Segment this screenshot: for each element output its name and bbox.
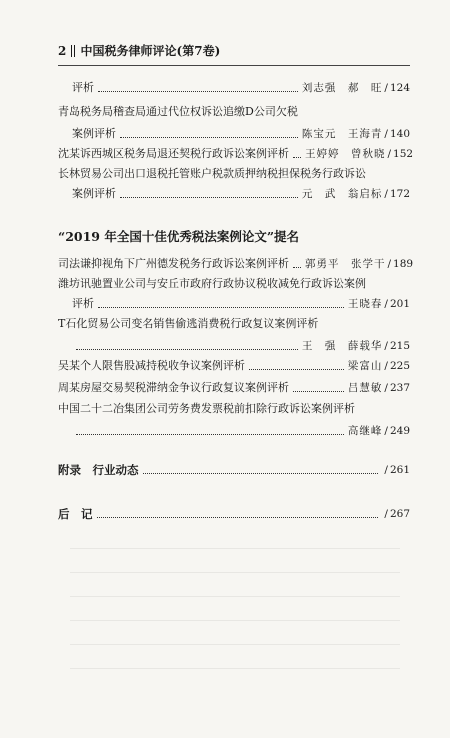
leader-dots — [76, 348, 298, 350]
leader-dots — [293, 266, 301, 268]
entry-title: 沈某诉西城区税务局退还契税行政诉讼案例评析 — [58, 147, 289, 160]
entry-title: 评析 — [72, 297, 94, 310]
toc-entry[interactable] — [58, 256, 414, 272]
entry-page: 172 — [389, 188, 410, 200]
entry-author: 王婷婷 曾秋晓 — [305, 148, 386, 160]
toc-entry[interactable] — [58, 338, 410, 354]
entry-author: 元 武 翁启标 — [301, 188, 383, 200]
toc-entry[interactable] — [58, 186, 410, 202]
toc-entry[interactable] — [58, 358, 410, 374]
show-through — [70, 644, 400, 645]
entry-page: 215 — [389, 340, 410, 352]
entry-author: 吕慧敏 — [347, 382, 383, 394]
entry-title: 附录 行业动态 — [58, 463, 139, 477]
slash: / — [384, 128, 388, 140]
entry-author: 陈宝元 王海青 — [301, 128, 383, 140]
entry-page: 201 — [389, 298, 410, 310]
show-through — [70, 668, 400, 669]
slash: / — [384, 82, 388, 94]
slash: / — [384, 188, 388, 200]
slash: / — [384, 425, 388, 437]
entry-page: 267 — [389, 508, 410, 520]
book-title: 中国税务律师评论(第7卷) — [80, 44, 221, 58]
slash: / — [384, 298, 388, 310]
show-through — [70, 572, 400, 573]
leader-dots — [120, 196, 298, 198]
toc-entry[interactable] — [58, 296, 410, 312]
entry-page: 237 — [389, 382, 410, 394]
entry-page: 261 — [389, 464, 410, 476]
leader-dots — [293, 156, 301, 158]
toc-entry-title-line[interactable]: 青岛税务局稽查局通过代位权诉讼追缴D公司欠税 — [58, 105, 298, 118]
show-through — [70, 548, 400, 549]
toc-entry-title-line[interactable]: 潍坊讯驰置业公司与安丘市政府行政协议税收减免行政诉讼案例 — [58, 277, 366, 290]
toc-entry-afterword[interactable] — [58, 506, 410, 522]
toc-entry[interactable] — [58, 126, 410, 142]
slash: / — [384, 360, 388, 372]
entry-author: 刘志强 郝 旺 — [301, 82, 383, 94]
entry-author: 高继峰 — [347, 425, 383, 437]
entry-title: 案例评析 — [72, 187, 116, 200]
toc-entry[interactable] — [58, 146, 414, 162]
slash: / — [384, 508, 388, 520]
entry-title: 周某房屋交易契税滞纳金争议行政复议案例评析 — [58, 381, 289, 394]
leader-dots — [120, 136, 298, 138]
toc-entry-title-line[interactable]: T石化贸易公司变名销售偷逃消费税行政复议案例评析 — [58, 317, 319, 330]
header-divider — [71, 45, 72, 57]
entry-author: 王 强 薛载华 — [301, 340, 383, 352]
toc-entry-title-line[interactable]: 中国二十二冶集团公司劳务费发票税前扣除行政诉讼案例评析 — [58, 402, 355, 415]
entry-page: 140 — [389, 128, 410, 140]
entry-author: 梁富山 — [347, 360, 383, 372]
section-heading: “2019 年全国十佳优秀税法案例论文”提名 — [58, 229, 300, 244]
entry-author: 郭勇平 张学干 — [305, 258, 386, 270]
show-through — [70, 620, 400, 621]
entry-title: 司法谦抑视角下广州德发税务行政诉讼案例评析 — [58, 257, 289, 270]
toc-entry[interactable] — [58, 80, 410, 96]
show-through — [70, 596, 400, 597]
slash: / — [384, 382, 388, 394]
slash: / — [384, 464, 388, 476]
running-header — [58, 42, 408, 60]
leader-dots — [293, 390, 344, 392]
header-rule — [58, 65, 410, 66]
header-divider — [74, 45, 75, 57]
entry-page: 249 — [389, 425, 410, 437]
page-number: 2 — [58, 44, 67, 58]
entry-page: 124 — [389, 82, 410, 94]
entry-title: 评析 — [72, 81, 94, 94]
leader-dots — [249, 368, 344, 370]
entry-page: 225 — [389, 360, 410, 372]
leader-dots — [98, 90, 298, 92]
slash: / — [387, 148, 392, 160]
entry-page: 152 — [393, 148, 414, 160]
entry-title: 后 记 — [58, 507, 93, 521]
leader-dots — [97, 516, 379, 518]
entry-title: 吴某个人限售股减持税收争议案例评析 — [58, 359, 245, 372]
entry-page: 189 — [393, 258, 414, 270]
slash: / — [384, 340, 388, 352]
toc-entry-title-line[interactable]: 长林贸易公司出口退税托管账户税款质押纳税担保税务行政诉讼 — [58, 167, 366, 180]
toc-entry[interactable] — [58, 423, 410, 439]
toc-entry[interactable] — [58, 380, 410, 396]
leader-dots — [143, 472, 379, 474]
entry-author: 王晓春 — [347, 298, 383, 310]
slash: / — [387, 258, 392, 270]
leader-dots — [98, 306, 344, 308]
entry-title: 案例评析 — [72, 127, 116, 140]
toc-entry-appendix[interactable] — [58, 462, 410, 478]
leader-dots — [76, 433, 344, 435]
